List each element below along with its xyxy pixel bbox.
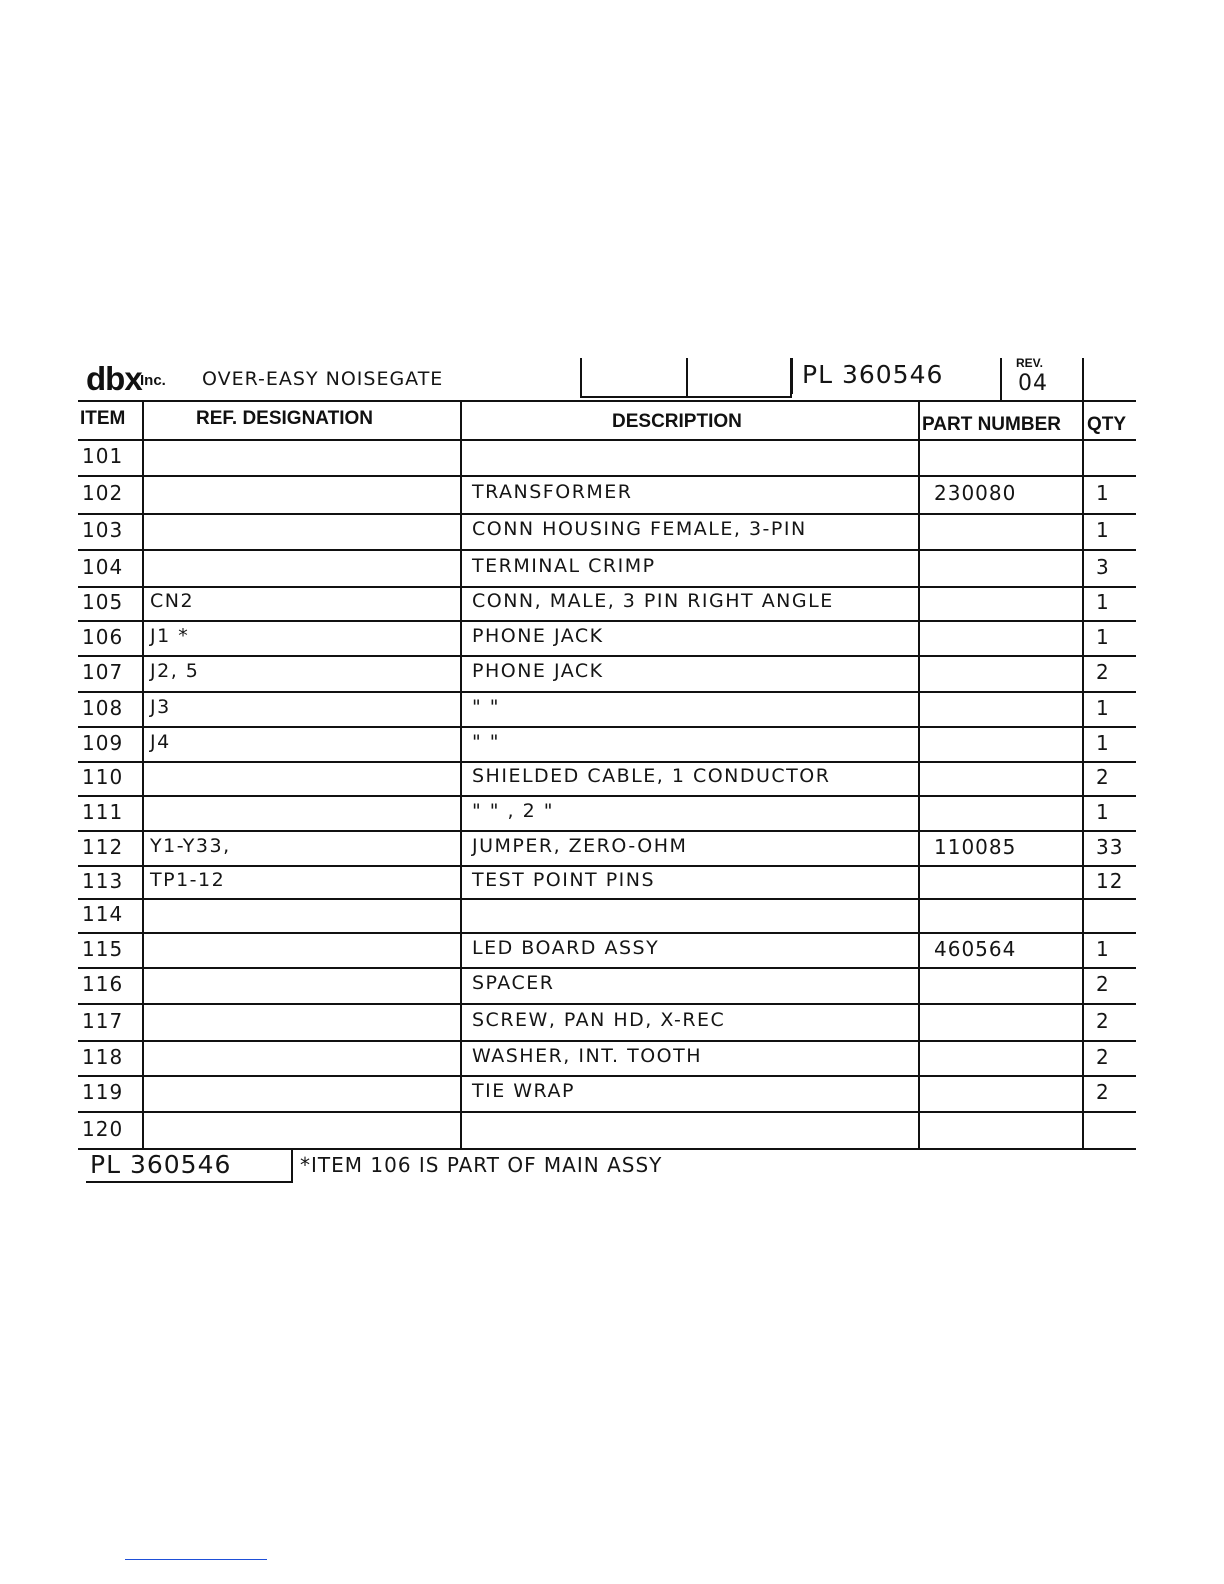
row-rule <box>78 761 1136 763</box>
logo-suffix: Inc. <box>140 372 166 389</box>
footer-pl-number: PL 360546 <box>90 1150 232 1179</box>
row-qty: 2 <box>1096 972 1110 996</box>
row-item-number: 107 <box>82 660 124 684</box>
row-item-number: 104 <box>82 555 124 579</box>
column-rule <box>918 400 920 1148</box>
row-item-number: 102 <box>82 481 124 505</box>
row-item-number: 108 <box>82 696 124 720</box>
row-qty: 2 <box>1096 660 1110 684</box>
row-description: " " , 2 " <box>472 800 555 822</box>
row-item-number: 109 <box>82 731 124 755</box>
row-qty: 2 <box>1096 765 1110 789</box>
row-qty: 1 <box>1096 481 1110 505</box>
row-item-number: 103 <box>82 518 124 542</box>
row-rule <box>78 795 1136 797</box>
row-description: TIE WRAP <box>472 1080 575 1102</box>
row-description: SCREW, PAN HD, X-REC <box>472 1009 726 1031</box>
row-description: SPACER <box>472 972 555 994</box>
column-part-number: PART NUMBER <box>922 414 1061 435</box>
row-qty: 3 <box>1096 555 1110 579</box>
row-item-number: 117 <box>82 1009 124 1033</box>
row-description: " " <box>472 696 501 718</box>
rev-label: REV. <box>1016 356 1043 370</box>
row-description: TEST POINT PINS <box>472 869 656 891</box>
row-rule <box>78 1148 1136 1150</box>
row-qty: 12 <box>1096 869 1124 893</box>
row-ref-designation: TP1-12 <box>150 869 226 891</box>
column-rule <box>1082 400 1084 1148</box>
row-rule <box>78 1111 1136 1113</box>
header-box-left <box>580 358 688 398</box>
row-item-number: 113 <box>82 869 124 893</box>
column-rule <box>142 400 144 1148</box>
row-rule <box>78 475 1136 477</box>
row-ref-designation: J3 <box>150 696 171 718</box>
row-rule <box>78 586 1136 588</box>
row-rule <box>78 1003 1136 1005</box>
row-ref-designation: J4 <box>150 731 171 753</box>
row-description: " " <box>472 731 501 753</box>
header-pl-number: PL 360546 <box>802 360 944 389</box>
row-item-number: 110 <box>82 765 124 789</box>
row-description: PHONE JACK <box>472 660 604 682</box>
row-description: SHIELDED CABLE, 1 CONDUCTOR <box>472 765 831 787</box>
row-ref-designation: Y1-Y33, <box>150 835 231 857</box>
column-item: ITEM <box>80 408 126 429</box>
row-item-number: 106 <box>82 625 124 649</box>
row-rule <box>78 830 1136 832</box>
row-qty: 1 <box>1096 590 1110 614</box>
row-rule <box>78 1040 1136 1042</box>
row-item-number: 105 <box>82 590 124 614</box>
row-item-number: 101 <box>82 444 124 468</box>
row-item-number: 114 <box>82 902 124 926</box>
row-description: WASHER, INT. TOOTH <box>472 1045 703 1067</box>
footer-note: *ITEM 106 IS PART OF MAIN ASSY <box>300 1153 663 1177</box>
header-divider <box>791 358 793 394</box>
row-ref-designation: J1 * <box>150 625 190 647</box>
row-part-number: 110085 <box>934 835 1017 859</box>
row-part-number: 230080 <box>934 481 1017 505</box>
row-description: LED BOARD ASSY <box>472 937 660 959</box>
row-ref-designation: J2, 5 <box>150 660 200 682</box>
row-qty: 1 <box>1096 625 1110 649</box>
row-ref-designation: CN2 <box>150 590 195 612</box>
row-description: TRANSFORMER <box>472 481 633 503</box>
row-item-number: 120 <box>82 1117 124 1141</box>
row-qty: 1 <box>1096 518 1110 542</box>
row-rule <box>78 932 1136 934</box>
row-part-number: 460564 <box>934 937 1017 961</box>
row-item-number: 111 <box>82 800 124 824</box>
row-rule <box>78 655 1136 657</box>
row-qty: 1 <box>1096 696 1110 720</box>
column-description: DESCRIPTION <box>612 411 742 432</box>
footer-underline <box>86 1181 292 1183</box>
row-description: PHONE JACK <box>472 625 604 647</box>
row-item-number: 118 <box>82 1045 124 1069</box>
row-qty: 2 <box>1096 1045 1110 1069</box>
row-rule <box>78 865 1136 867</box>
row-description: CONN HOUSING FEMALE, 3-PIN <box>472 518 807 540</box>
row-description: CONN, MALE, 3 PIN RIGHT ANGLE <box>472 590 834 612</box>
row-rule <box>78 898 1136 900</box>
row-qty: 2 <box>1096 1080 1110 1104</box>
row-rule <box>78 726 1136 728</box>
row-rule <box>78 620 1136 622</box>
header-right-edge <box>1082 358 1084 400</box>
row-qty: 33 <box>1096 835 1124 859</box>
column-rule <box>460 400 462 1148</box>
row-item-number: 112 <box>82 835 124 859</box>
row-rule <box>78 691 1136 693</box>
row-item-number: 119 <box>82 1080 124 1104</box>
rev-value: 04 <box>1018 371 1048 396</box>
product-name: OVER-EASY NOISEGATE <box>202 368 444 390</box>
row-rule <box>78 549 1136 551</box>
row-qty: 2 <box>1096 1009 1110 1033</box>
dbx-logo: dbx <box>86 360 142 397</box>
row-qty: 1 <box>1096 731 1110 755</box>
row-rule <box>78 513 1136 515</box>
column-qty: QTY <box>1087 414 1127 435</box>
bottom-link-line <box>125 1559 267 1560</box>
row-item-number: 115 <box>82 937 124 961</box>
row-rule <box>78 400 1136 402</box>
row-rule <box>78 439 1136 441</box>
column-ref-designation: REF. DESIGNATION <box>196 408 373 429</box>
row-qty: 1 <box>1096 800 1110 824</box>
row-rule <box>78 967 1136 969</box>
row-item-number: 116 <box>82 972 124 996</box>
row-description: JUMPER, ZERO-OHM <box>472 835 688 857</box>
rev-divider <box>1000 358 1002 400</box>
footer-divider <box>291 1150 293 1183</box>
header-box-right <box>684 358 792 398</box>
row-rule <box>78 1075 1136 1077</box>
row-description: TERMINAL CRIMP <box>472 555 656 577</box>
row-qty: 1 <box>1096 937 1110 961</box>
